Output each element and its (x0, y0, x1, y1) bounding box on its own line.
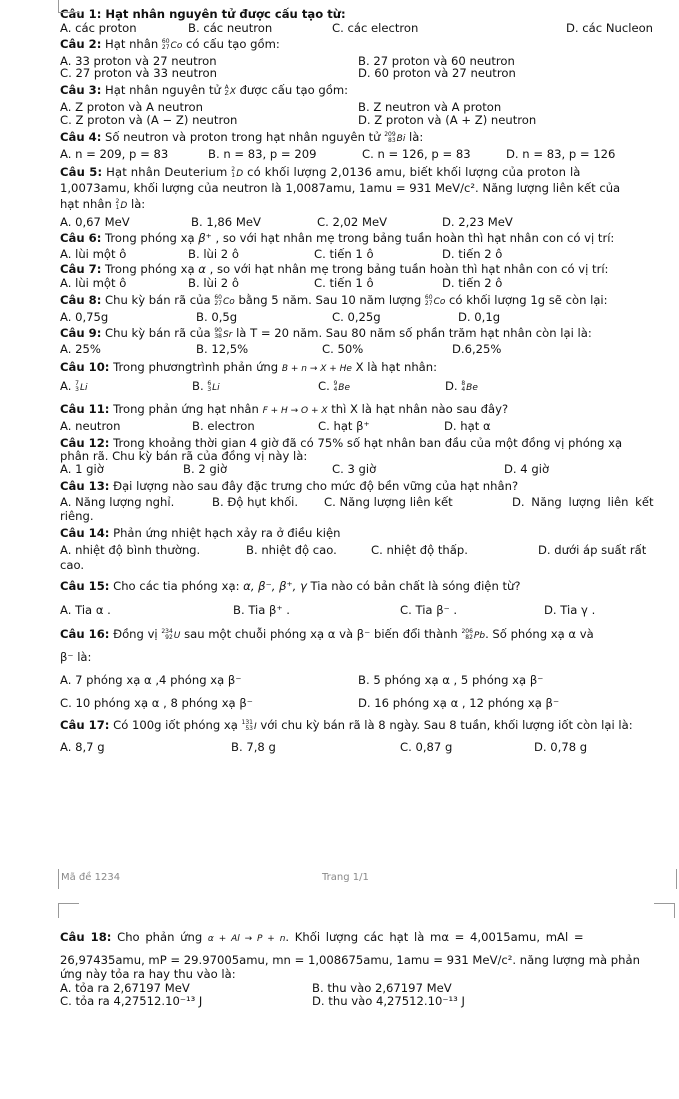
page-corner-right (666, 869, 677, 889)
q1-option-a: A. các proton (60, 21, 137, 35)
q14-option-c: C. nhiệt độ thấp. (371, 543, 468, 557)
q15-options (60, 604, 672, 617)
q5-option-c: C. 2,02 MeV (317, 215, 388, 229)
q7-option-c: C. tiến 1 ô (314, 276, 374, 290)
q17-option-a: A. 8,7 g (60, 740, 105, 754)
q3-options-row2 (60, 114, 672, 127)
q8-option-d: D. 0,1g (458, 310, 501, 324)
q4-option-d: D. n = 83, p = 126 (506, 147, 616, 161)
q6-option-a: A. lùi một ô (60, 247, 127, 261)
q2-option-d: D. 60 proton và 27 neutron (358, 66, 516, 80)
q13-option-a: A. Năng lượng nghỉ. (60, 495, 175, 509)
q11-option-d: D. hạt α (444, 419, 491, 433)
page-corner-top-left (58, 0, 79, 13)
q9-option-a: A. 25% (60, 342, 101, 356)
q16-option-c: C. 10 phóng xạ α , 8 phóng xạ β⁻ (60, 696, 253, 710)
page2-corner-top-right (654, 903, 675, 918)
q8-options (60, 311, 672, 324)
q6-options (60, 248, 672, 261)
q7-option-b: B. lùi 2 ô (188, 276, 239, 290)
q9-stem: Câu 9: Chu kỳ bán rã của 90 38 Sr là T = 20 năm. Sau 80 năm số phần trăm hạt nhân còn lại là: (60, 326, 592, 340)
q18-option-c: C. tỏa ra 4,27512.10⁻¹³ J (60, 994, 203, 1008)
q16-option-d: D. 16 phóng xạ α , 12 phóng xạ β⁻ (358, 696, 560, 710)
q6-option-d: D. tiến 2 ô (442, 247, 503, 261)
q8-option-c: C. 0,25g (332, 310, 381, 324)
q11-equation: F + H → O + X (262, 406, 328, 416)
q7-stem: Câu 7: Trong phóng xạ α , so với hạt nhân mẹ trong bảng tuần hoàn thì hạt nhân con có vị trí: (60, 262, 609, 276)
q14-option-b: B. nhiệt độ cao. (246, 543, 337, 557)
q1-stem: Câu 1: Hạt nhân nguyên tử được cấu tạo từ: (60, 7, 346, 21)
q9-option-c: C. 50% (322, 342, 364, 356)
q17-stem: Câu 17: Có 100g iốt phóng xạ 131 53 I với chu kỳ bán rã là 8 ngày. Sau 8 tuần, khối lượng iốt còn lại là: (60, 718, 633, 732)
q5-option-d: D. 2,23 MeV (442, 215, 513, 229)
q11-option-b: B. electron (192, 419, 255, 433)
q11-options (60, 420, 672, 433)
q6-option-c: C. tiến 1 ô (314, 247, 374, 261)
q13-options (60, 496, 672, 509)
q16-option-a: A. 7 phóng xạ α ,4 phóng xạ β⁻ (60, 673, 242, 687)
q2-option-a: A. 33 proton và 27 neutron (60, 54, 217, 68)
q11-stem: Câu 11: Trong phản ứng hạt nhân F + H → O + X thì X là hạt nhân nào sau đây? (60, 402, 509, 416)
q12-options (60, 463, 672, 476)
q17-options (60, 741, 672, 754)
q5-option-b: B. 1,86 MeV (191, 215, 261, 229)
q2-stem: Câu 2: Hạt nhân 60 27 Co có cấu tạo gồm: (60, 37, 280, 51)
q1-option-d: D. các Nucleon (566, 21, 654, 35)
q18-equation: α + Al → P + n (207, 934, 286, 944)
q4-option-b: B. n = 83, p = 209 (208, 147, 317, 161)
q7-options (60, 277, 672, 290)
q10-option-b: B. 6 3 Li (192, 379, 220, 393)
q17-option-d: D. 0,78 g (534, 740, 588, 754)
q9-options (60, 343, 672, 356)
q10-option-d: D. 8 4 Be (445, 379, 478, 393)
q13-option-c: C. Năng lượng liên kết (324, 495, 453, 509)
q4-stem: Câu 4: Số neutron và proton trong hạt nhân nguyên tử 209 83 Bi là: (60, 130, 424, 144)
q16-options-row2 (60, 697, 672, 710)
exam-code: Mã đề 1234 (61, 872, 121, 883)
q10-options (60, 380, 672, 393)
q16-stem-line2: β⁻ là: (60, 650, 92, 664)
q4-options (60, 148, 672, 161)
q16-options-row1 (60, 674, 672, 687)
q6-stem: Câu 6: Trong phóng xạ β⁺ , so với hạt nhân mẹ trong bảng tuần hoàn thì hạt nhân con có vị trí: (60, 231, 615, 245)
q5-stem-line3: hạt nhân 2 1 D là: (60, 197, 146, 211)
q2-options-row2 (60, 67, 672, 80)
q8-option-a: A. 0,75g (60, 310, 109, 324)
q18-stem-line3: ứng này tỏa ra hay thu vào là: (60, 967, 236, 981)
page2-corner-top-left (58, 903, 79, 918)
q13-stem: Câu 13: Đại lượng nào sau đây đặc trưng cho mức độ bền vững của hạt nhân? (60, 479, 519, 493)
q12-option-d: D. 4 giờ (504, 462, 550, 476)
q8-stem: Câu 8: Chu kỳ bán rã của 60 27 Co bằng 5 năm. Sau 10 năm lượng 60 27 Co có khối lượng 1g sẽ còn lại: (60, 293, 608, 307)
q11-option-c: C. hạt β⁺ (318, 419, 370, 433)
q2-option-c: C. 27 proton và 33 neutron (60, 66, 217, 80)
q17-option-b: B. 7,8 g (231, 740, 276, 754)
q7-option-d: D. tiến 2 ô (442, 276, 503, 290)
q4-option-c: C. n = 126, p = 83 (362, 147, 471, 161)
q3-option-d: D. Z proton và (A + Z) neutron (358, 113, 537, 127)
page-number: Trang 1/1 (322, 872, 369, 883)
q14-options (60, 544, 672, 557)
q9-option-d: D.6,25% (452, 342, 502, 356)
q15-option-c: C. Tia β⁻ . (400, 603, 458, 617)
q10-option-c: C. 9 4 Be (318, 379, 351, 393)
q12-option-a: A. 1 giờ (60, 462, 104, 476)
q3-option-a: A. Z proton và A neutron (60, 100, 203, 114)
q5-options (60, 216, 672, 229)
q1-option-b: B. các neutron (188, 21, 273, 35)
q12-stem-line2: phân rã. Chu kỳ bán rã của đồng vị này là: (60, 449, 308, 463)
q5-option-a: A. 0,67 MeV (60, 215, 130, 229)
q8-option-b: B. 0,5g (196, 310, 238, 324)
q13-option-b: B. Độ hụt khối. (212, 495, 299, 509)
q15-option-a: A. Tia α . (60, 603, 111, 617)
q1-options (60, 22, 672, 35)
q5-stem-line1: Câu 5: Hạt nhân Deuterium 2 1 D có khối lượng 2,0136 amu, biết khối lượng của proton là (60, 165, 581, 179)
q18-option-a: A. tỏa ra 2,67197 MeV (60, 981, 190, 995)
q12-option-b: B. 2 giờ (183, 462, 228, 476)
q7-option-a: A. lùi một ô (60, 276, 127, 290)
q18-option-d: D. thu vào 4,27512.10⁻¹³ J (312, 994, 465, 1008)
q18-option-b: B. thu vào 2,67197 MeV (312, 981, 452, 995)
q12-stem-line1: Câu 12: Trong khoảng thời gian 4 giờ đã có 75% số hạt nhân ban đầu của một đồng vị phóng xạ (60, 436, 623, 450)
q5-stem-line2: 1,0073amu, khối lượng của neutron là 1,0087amu, 1amu = 931 MeV/c². Năng lượng liên kết của (60, 181, 621, 195)
q12-option-c: C. 3 giờ (332, 462, 377, 476)
q9-option-b: B. 12,5% (196, 342, 249, 356)
q13-option-d-cont: riêng. (60, 509, 94, 523)
q16-option-b: B. 5 phóng xạ α , 5 phóng xạ β⁻ (358, 673, 544, 687)
q14-option-a: A. nhiệt độ bình thường. (60, 543, 201, 557)
q14-option-d-cont: cao. (60, 558, 85, 572)
q14-stem: Câu 14: Phản ứng nhiệt hạch xảy ra ở điều kiện (60, 526, 341, 540)
q15-option-d: D. Tia γ . (544, 603, 596, 617)
q6-option-b: B. lùi 2 ô (188, 247, 239, 261)
q15-stem: Câu 15: Cho các tia phóng xạ: α, β⁻, β⁺, γ Tia nào có bản chất là sóng điện từ? (60, 579, 521, 593)
q3-stem: Câu 3: Hạt nhân nguyên tử A Z X được cấu tạo gồm: (60, 83, 349, 97)
q16-stem: Câu 16: Đồng vị 234 92 U sau một chuỗi phóng xạ α và β⁻ biến đổi thành 206 82 Pb. Số phóng xạ α và (60, 627, 594, 641)
q3-option-b: B. Z neutron và A proton (358, 100, 502, 114)
q13-option-d: D. Năng lượng liên kết (512, 495, 654, 509)
q10-stem: Câu 10: Trong phươngtrình phản ứng B + n → X + He X là hạt nhân: (60, 360, 438, 374)
q15-option-b: B. Tia β⁺ . (233, 603, 290, 617)
q2-option-b: B. 27 proton và 60 neutron (358, 54, 515, 68)
q18-stem-line1: Câu 18: Cho phản ứng α + Al → P + n. Khối lượng các hạt là mα = 4,0015amu, mAl = (60, 930, 584, 944)
q10-equation: B + n → X + He (281, 364, 352, 374)
q18-stem-line2: 26,97435amu, mP = 29.97005amu, mn = 1,008675amu, 1amu = 931 MeV/c². năng lượng mà phản (60, 953, 640, 967)
q10-option-a: A. 7 3 Li (60, 379, 88, 393)
q4-option-a: A. n = 209, p = 83 (60, 147, 169, 161)
q11-option-a: A. neutron (60, 419, 121, 433)
q18-options-row2 (60, 995, 672, 1008)
q17-option-c: C. 0,87 g (400, 740, 453, 754)
q14-option-d: D. dưới áp suất rất (538, 543, 647, 557)
q1-option-c: C. các electron (332, 21, 419, 35)
q3-option-c: C. Z proton và (A − Z) neutron (60, 113, 238, 127)
